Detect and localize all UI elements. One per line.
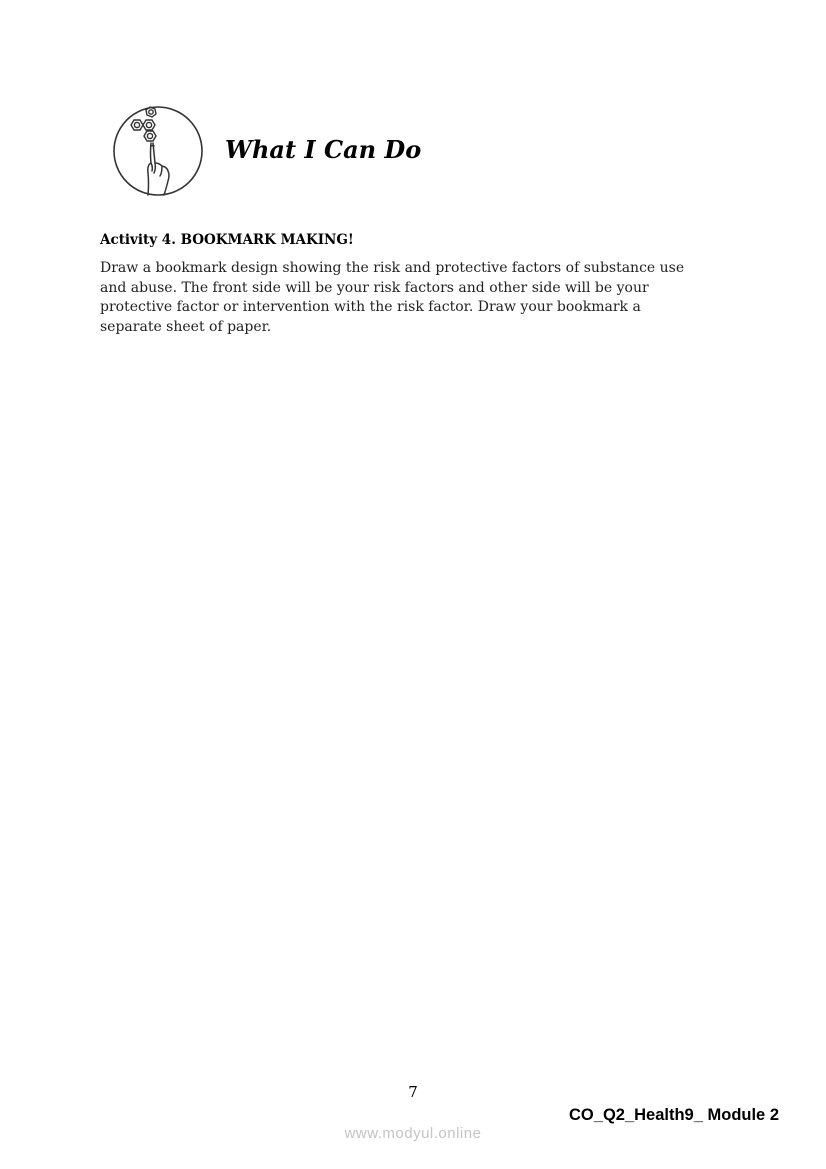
activity-heading: Activity 4. BOOKMARK MAKING!: [100, 232, 354, 248]
instruction-line: separate sheet of paper.: [100, 318, 272, 335]
instruction-line: protective factor or intervention with the risk factor. Draw your bookmark a: [100, 299, 641, 315]
hand-with-gears-icon: [110, 103, 206, 199]
page-number: 7: [408, 1083, 418, 1101]
section-title: What I Can Do: [225, 135, 422, 164]
module-code: CO_Q2_Health9_ Module 2: [569, 1106, 779, 1124]
activity-instructions: [100, 259, 740, 337]
watermark: www.modyul.online: [344, 1125, 482, 1142]
instruction-line: and abuse. The front side will be your risk factors and other side will be your: [100, 279, 649, 296]
instruction-line: Draw a bookmark design showing the risk and protective factors of substance use: [100, 260, 685, 276]
